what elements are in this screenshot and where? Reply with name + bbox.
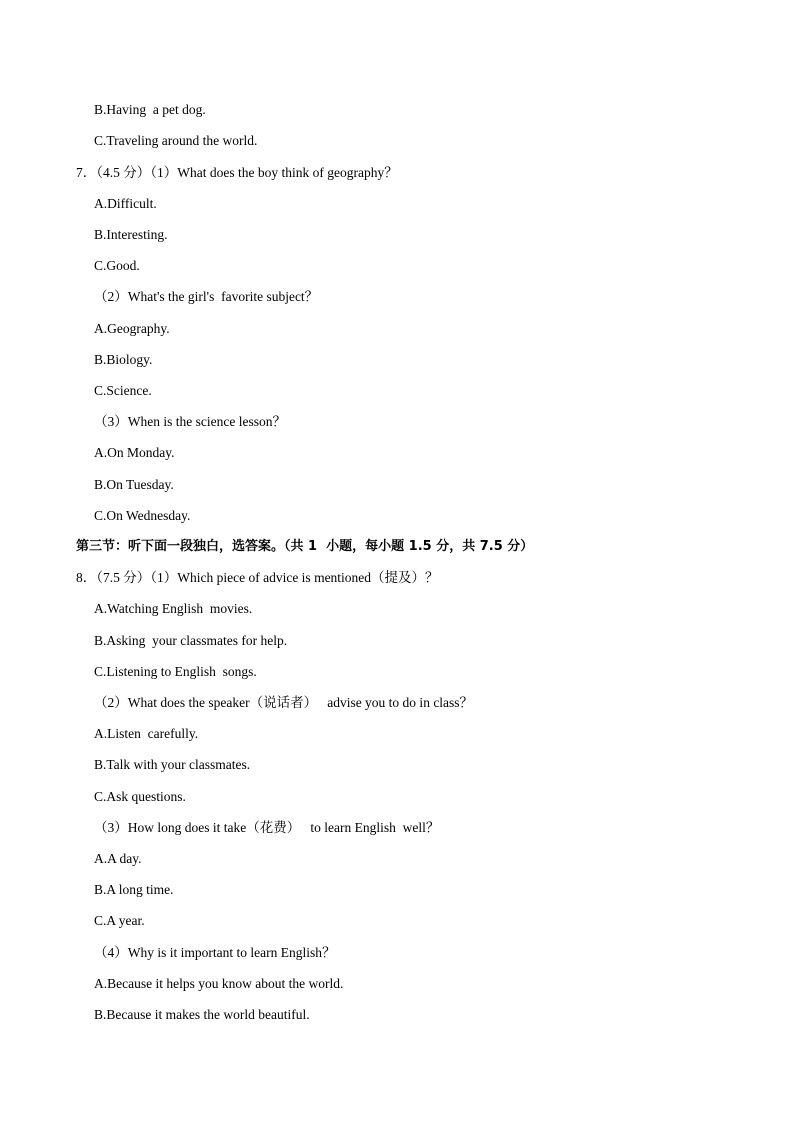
option-6c: C.Traveling around the world.	[94, 133, 258, 148]
option-7-3c: C.On Wednesday.	[94, 508, 191, 523]
option-7-1b: B.Interesting.	[94, 227, 168, 242]
option-8-4a: A.Because it helps you know about the world.	[94, 976, 344, 991]
section-heading: 第三节：听下面一段独白，选答案。（共 1 小题，每小题 1.5 分，共 7.5 分）	[76, 539, 534, 554]
question-8-sub3: （3）How long does it take（花费） to learn English well？	[94, 820, 440, 835]
option-7-2a: A.Geography.	[94, 321, 170, 336]
question-7-sub1: 7．（4.5 分）（1）What does the boy think of geography？	[76, 165, 398, 180]
option-8-2a: A.Listen carefully.	[94, 726, 199, 741]
option-8-3c: C.A year.	[94, 913, 145, 928]
question-7-sub3: （3）When is the science lesson？	[94, 414, 286, 429]
option-6b: B.Having a pet dog.	[94, 102, 206, 117]
option-7-3b: B.On Tuesday.	[94, 477, 174, 492]
option-7-2b: B.Biology.	[94, 352, 153, 367]
option-8-1b: B.Asking your classmates for help.	[94, 633, 288, 648]
option-8-2c: C.Ask questions.	[94, 789, 186, 804]
question-8-sub1: 8．（7.5 分）（1）Which piece of advice is mentioned（提及）？	[76, 570, 439, 585]
option-7-1c: C.Good.	[94, 258, 140, 273]
option-7-1a: A.Difficult.	[94, 196, 157, 211]
question-8-sub2: （2）What does the speaker（说话者） advise you to do in class？	[94, 695, 474, 710]
option-8-1a: A.Watching English movies.	[94, 601, 253, 616]
question-8-sub4: （4）Why is it important to learn English？	[94, 945, 336, 960]
option-7-2c: C.Science.	[94, 383, 152, 398]
question-7-sub2: （2）What's the girl's favorite subject？	[94, 289, 319, 304]
option-8-3b: B.A long time.	[94, 882, 174, 897]
option-8-1c: C.Listening to English songs.	[94, 664, 257, 679]
option-8-4b: B.Because it makes the world beautiful.	[94, 1007, 310, 1022]
option-8-2b: B.Talk with your classmates.	[94, 757, 251, 772]
option-7-3a: A.On Monday.	[94, 445, 175, 460]
option-8-3a: A.A day.	[94, 851, 142, 866]
